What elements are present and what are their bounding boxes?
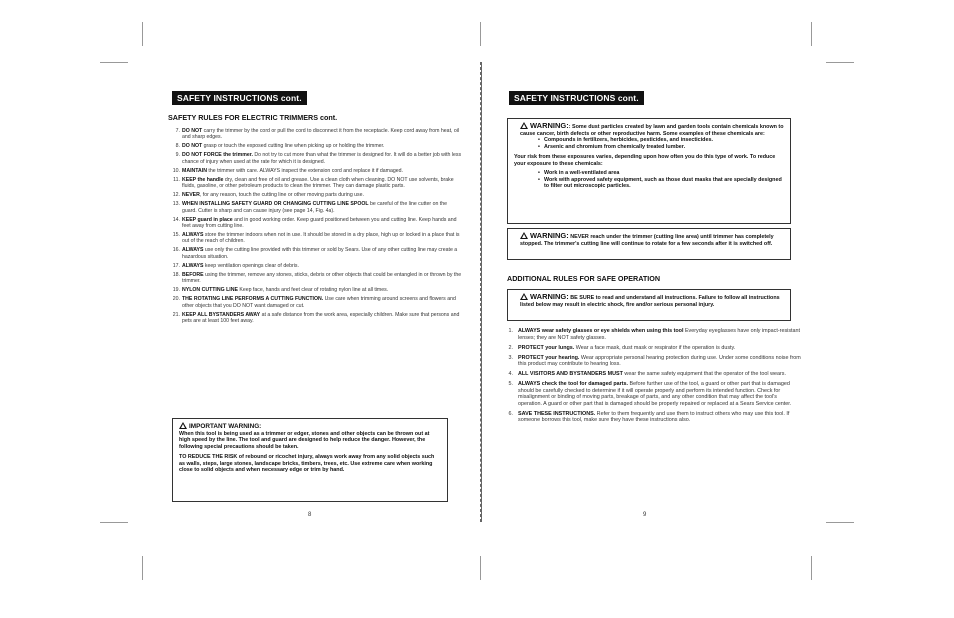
rule-item (507, 381, 802, 407)
crop-mark (826, 522, 854, 523)
rule-item (507, 355, 802, 368)
rule-bold-lead: NEVER (182, 192, 200, 199)
rule-number: 19. (172, 287, 180, 294)
rule-text: , for any reason, touch the cutting line or other moving parts during use. (199, 192, 364, 199)
rule-text: Everyday eyeglasses have only impact-resistant lenses; they are NOT safety glasses. (518, 328, 801, 341)
rule-text: Do not try to cut more than what the trimmer is designed for. It will do a better job with less chance of injury when used at the rate for which it is designed. (182, 152, 462, 165)
rule-bold-lead: THE ROTATING LINE PERFORMS A CUTTING FUNCTION. (182, 296, 324, 303)
rule-item (172, 296, 462, 309)
rule-item (507, 371, 802, 378)
rule-item (507, 411, 802, 424)
rule-bold-lead: DO NOT FORCE the trimmer. (182, 152, 253, 159)
warning-box-chemicals (507, 118, 791, 224)
warning-bullet: • Arsenic and chromium from chemically treated lumber. (514, 144, 784, 151)
left-page-number: 8 (308, 512, 312, 518)
warning-chemicals-intro: : Some dust particles created by lawn and garden tools contain chemicals known to cause cancer, birth defects or other reproductive harm. Some examples of these chemicals are: (520, 124, 784, 137)
warning-title: WARNING: (530, 231, 569, 240)
rule-text: dry, clean and free of oil and grease. Use a clean cloth when cleaning. DO NOT use solvents, brake fluids, gasoline, or other petroleum products to clean the trimmer. They can damage plastic parts. (182, 176, 454, 190)
rule-item (172, 168, 462, 174)
rule-text: Use care when trimming around screens and flowers and other objects that you DO NOT want damaged or cut. (182, 296, 456, 309)
rule-number: 13. (172, 201, 180, 208)
rule-number: 4. (508, 371, 513, 378)
warning-read-instructions-text: BE SURE to read and understand all instructions. Failure to follow all instructions listed below may result in electric shock, fire and/or serious personal injury. (520, 295, 780, 308)
rule-bold-lead: PROTECT your lungs. (518, 344, 575, 351)
rule-item (507, 328, 802, 341)
rule-bold-lead: KEEP the handle (182, 176, 224, 183)
important-warning-title: IMPORTANT WARNING: (189, 423, 262, 430)
rule-number: 9. (175, 152, 180, 159)
right-section-title: ADDITIONAL RULES FOR SAFE OPERATION (507, 274, 661, 283)
rule-bold-lead: WHEN INSTALLING SAFETY GUARD OR CHANGING CUTTING LINE SPOOL (182, 201, 369, 208)
right-header-bar: SAFETY INSTRUCTIONS cont. (509, 91, 644, 105)
rule-bold-lead: KEEP ALL BYSTANDERS AWAY (182, 311, 261, 318)
rule-number: 6. (508, 410, 513, 417)
rule-number: 21. (172, 311, 180, 318)
rule-text: keep ventilation openings clear of debris. (203, 262, 299, 269)
crop-mark (142, 22, 143, 46)
rule-bold-lead: KEEP guard in place (182, 216, 233, 223)
warning-title: WARNING: (530, 292, 569, 301)
rule-text: Keep face, hands and feet clear of rotating nylon line at all times. (237, 287, 389, 294)
rule-bold-lead: ALWAYS wear safety glasses or eye shields when using this tool (518, 328, 684, 334)
rule-text: Refer to them frequently and use them to instruct others who may use this tool. If someone borrows this tool, make sure they have these instructions also. (518, 410, 790, 424)
rule-bold-lead: ALWAYS check the tool for damaged parts. (518, 381, 629, 388)
rule-item (172, 177, 462, 190)
warning-cutting-line-text: NEVER reach under the trimmer (cutting line area) until trimmer has completely stopped. The trimmer's cutting line will continue to rotate for a few seconds after it is switched off. (520, 234, 774, 247)
rule-number: 2. (508, 344, 513, 351)
right-rules-list (507, 328, 802, 427)
rule-text: and in good working order. Keep guard positioned between you and cutting line. Keep hands and feet away from cutting line. (182, 216, 457, 230)
rule-bold-lead: MAINTAIN (182, 167, 207, 174)
warning-triangle-icon (520, 293, 528, 300)
warning-title: WARNING: (530, 121, 569, 130)
rule-number: 11. (173, 176, 180, 183)
rule-bold-lead: NYLON CUTTING LINE (182, 287, 238, 294)
warning-triangle-icon (179, 422, 187, 429)
warning-bullet: • Compounds in fertilizers, herbicides, pesticides, and insecticides. (514, 137, 784, 144)
rule-number: 16. (172, 247, 180, 254)
crop-mark (480, 556, 481, 580)
left-header-bar: SAFETY INSTRUCTIONS cont. (172, 91, 307, 105)
rule-number: 8. (175, 143, 180, 150)
rule-item (172, 217, 462, 230)
warning-triangle-icon (520, 122, 528, 129)
rule-text: Wear appropriate personal hearing protection during use. Under some conditions noise from this product may contribute to hearing loss. (518, 354, 801, 368)
rule-bold-lead: ALWAYS (182, 232, 204, 239)
crop-mark (100, 522, 128, 523)
rule-text: the trimmer with care. ALWAYS inspect the extension cord and replace it if damaged. (206, 167, 403, 174)
rule-number: 10. (172, 167, 180, 174)
rule-number: 3. (508, 354, 513, 361)
warning-box-read-instructions (507, 289, 791, 321)
rule-item (172, 272, 462, 285)
rule-bold-lead: DO NOT (182, 143, 203, 150)
warning-triangle-icon (520, 232, 528, 239)
crop-mark (480, 22, 481, 46)
rule-item (172, 312, 462, 325)
rule-text: wear the same safety equipment that the operator of the tool wears. (622, 371, 786, 378)
crop-mark (826, 62, 854, 63)
warning-bullet: • Work with approved safety equipment, such as those dust masks that are specially designed to filter out microscopic particles. (514, 177, 784, 190)
rule-text: Before further use of the tool, a guard or other part that is damaged should be carefully checked to determine if it will operate properly and perform its intended function. Check for misalignment or binding of moving parts, breakage of parts, and any other condition that may affect the tool's operation. A guard or other part that is damaged should be properly repaired or replaced at a Sears Service center. (518, 381, 792, 407)
important-warning-para2: TO REDUCE THE RISK of rebound or ricochet injury, always work away from any solid objects such as walls, steps, large stones, landscape bricks, timbers, trees, etc. Use extreme care when working close to solid objects and when necessary edge or trim by hand. (179, 454, 435, 473)
important-warning-para1: When this tool is being used as a trimmer or edger, stones and other objects can be thrown out at high speed by the line. The tool and guard are designed to help reduce the danger. However, the following special precautions should be taken. (179, 430, 430, 450)
rule-number: 20. (172, 296, 180, 303)
left-page (142, 62, 481, 522)
rule-number: 18. (172, 271, 180, 278)
rule-bold-lead: ALWAYS (182, 262, 204, 269)
rule-bold-lead: PROTECT your hearing. (518, 354, 580, 361)
rule-bold-lead: BEFORE (182, 271, 204, 278)
warning-chemicals-middle: Your risk from these exposures varies, depending upon how often you do this type of work. To reduce your exposure to these chemicals: (514, 154, 776, 167)
rule-bold-lead: DO NOT (182, 128, 203, 134)
right-page-number: 9 (643, 512, 647, 518)
rule-bold-lead: ALWAYS (182, 247, 204, 254)
rule-text: Wear a face mask, dust mask or respirator if the operation is dusty. (574, 344, 736, 351)
rule-text: store the trimmer indoors when not in use. It should be stored in a dry place, high up or locked in a place that is out of the reach of children. (182, 232, 460, 245)
crop-mark (100, 62, 128, 63)
rule-bold-lead: ALL VISITORS AND BYSTANDERS MUST (518, 371, 623, 378)
rule-text: using the trimmer, remove any stones, sticks, debris or other objects that could be entangled in or thrown by the trimmer. (182, 271, 462, 285)
rule-number: 17. (172, 262, 180, 269)
rule-item (172, 201, 462, 214)
rule-text: grasp or touch the exposed cutting line when picking up or holding the trimmer. (202, 143, 385, 150)
rule-item (172, 287, 462, 293)
rule-number: 15. (172, 232, 180, 239)
left-section-title: SAFETY RULES FOR ELECTRIC TRIMMERS cont. (168, 113, 338, 122)
rule-number: 12. (172, 192, 180, 199)
rule-item (172, 232, 462, 245)
rule-text: carry the trimmer by the cord or pull the cord to disconnect it from the receptacle. Keep cord away from heat, oil and sharp edges. (182, 128, 460, 141)
rule-bold-lead: SAVE THESE INSTRUCTIONS. (518, 410, 596, 417)
warning-bullet: • Work in a well-ventilated area (514, 170, 784, 177)
important-warning-box (172, 418, 448, 502)
left-rules-list (172, 128, 462, 327)
rule-item (172, 152, 462, 165)
rule-number: 1. (508, 328, 513, 334)
warning-box-cutting-line (507, 228, 791, 260)
rule-text: use only the cutting line provided with this trimmer or sold by Sears. Use of any other cutting line may create a hazardous situation. (182, 247, 458, 260)
rule-number: 7. (175, 128, 180, 134)
crop-mark (811, 556, 812, 580)
rule-item (507, 345, 802, 352)
rule-item (172, 192, 462, 198)
crop-mark (142, 556, 143, 580)
rule-number: 5. (508, 381, 513, 388)
rule-item (172, 247, 462, 260)
crop-mark (811, 22, 812, 46)
rule-number: 14. (172, 216, 180, 223)
rule-text: at a safe distance from the work area, especially children. Make sure that persons and pets are at least 100 feet away. (182, 311, 460, 325)
rule-item (172, 128, 462, 141)
rule-item (172, 263, 462, 269)
right-page (481, 62, 812, 522)
rule-item (172, 143, 462, 149)
rule-text: be careful of the line cutter on the guard. Cutter is sharp and can cause injury (see page 14, Fig. 4a). (182, 201, 448, 214)
